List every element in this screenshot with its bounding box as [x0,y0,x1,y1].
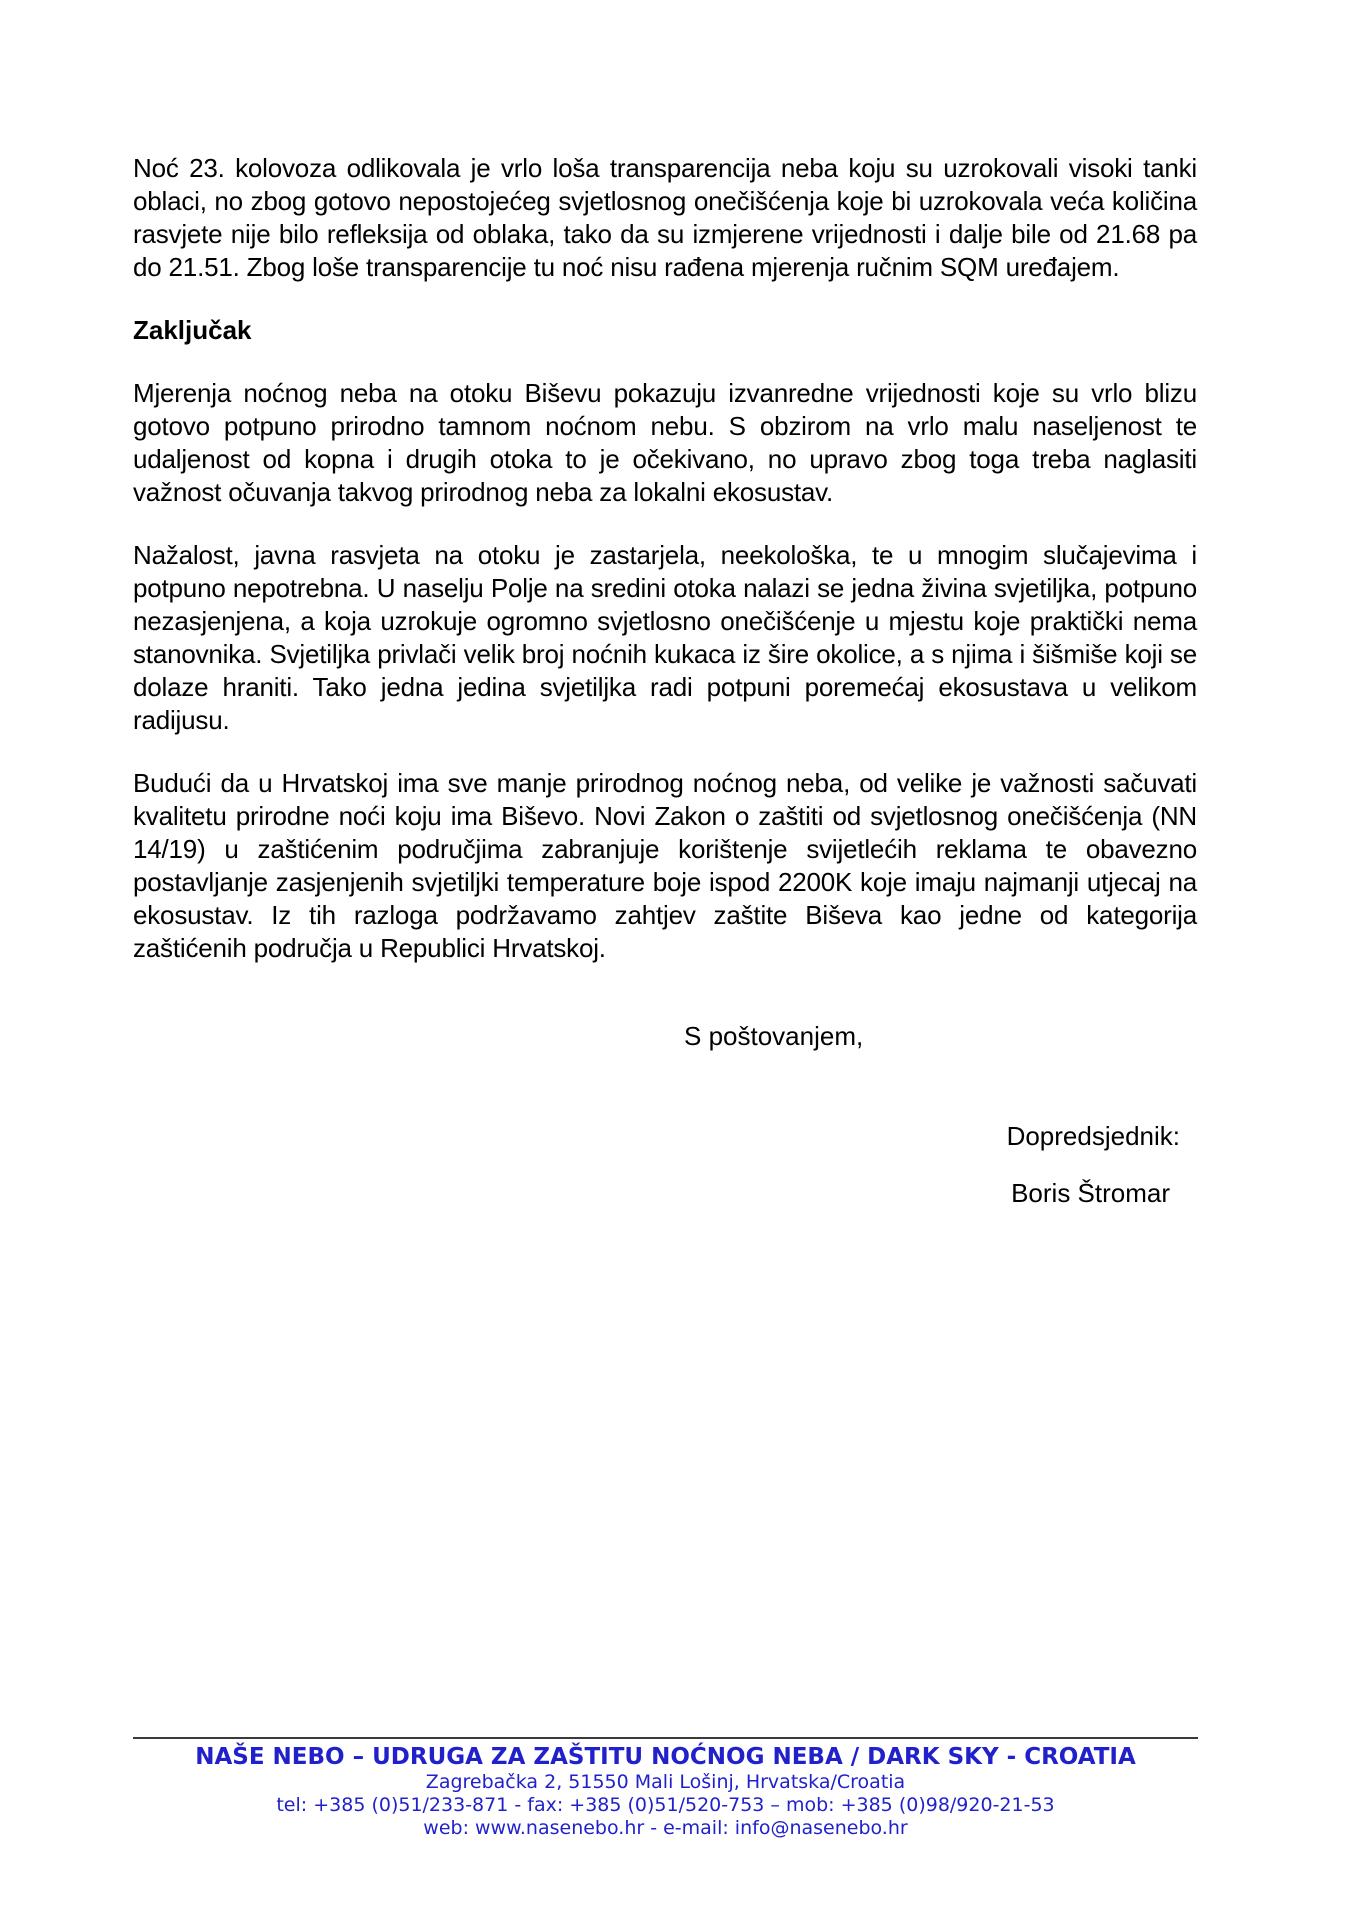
footer-contacts: tel: +385 (0)51/233-871 - fax: +385 (0)51/520-753 – mob: +385 (0)98/920-21-53 [276,1794,1055,1816]
paragraph-conclusion-1: Mjerenja noćnog neba na otoku Biševu pokazuju izvanredne vrijednosti koje su vrlo blizu gotovo potpuno prirodno tamnom noćnom nebu. S obzirom na vrlo malu naseljenost te udaljenost od kopna i drugih otoka to je očekivano, no upravo zbog toga treba naglasiti važnost očuvanja takvog prirodnog neba za lokalni ekosustav. [133,378,1197,507]
signature-name: Boris Štromar [1011,1178,1170,1208]
letter-body [133,152,1197,1210]
paragraph-measurements: Noć 23. kolovoza odlikovala je vrlo loša transparencija neba koju su uzrokovali visoki tanki oblaci, no zbog gotovo nepostojećeg svjetlosnog onečišćenja koje bi uzrokovala veća količina rasvjete nije bilo refleksija od oblaka, tako da su izmjerene vrijednosti i dalje bile od 21.68 pa do 21.51. Zbog loše transparencije tu noć nisu rađena mjerenja ručnim SQM uređajem. [133,153,1197,282]
conclusion-heading: Zaključak [133,315,252,345]
footer-org-name: NAŠE NEBO – UDRUGA ZA ZAŠTITU NOĆNOG NEBA / DARK SKY - CROATIA [195,1744,1136,1770]
salutation: S poštovanjem, [684,1021,864,1051]
footer-address: Zagrebačka 2, 51550 Mali Lošinj, Hrvatska/Croatia [425,1771,906,1793]
paragraph-conclusion-3: Budući da u Hrvatskoj ima sve manje prirodnog noćnog neba, od velike je važnosti sačuvati kvalitetu prirodne noći koju ima Biševo. Novi Zakon o zaštiti od svjetlosnog onečišćenja (NN 14/19) u zaštićenim područjima zabranjuje korištenje svijetlećih reklama te obavezno postavljanje zasjenjenih svjetiljki temperature boje ispod 2200K koje imaju najmanji utjecaj na ekosustav. Iz tih razloga podržavamo zahtjev zaštite Biševa kao jedne od kategorija zaštićenih područja u Republici Hrvatskoj. [133,768,1197,963]
footer-web-email: web: www.nasenebo.hr - e-mail: info@nasenebo.hr [423,1817,908,1839]
signature-title: Dopredsjednik: [1006,1121,1180,1151]
footer-divider [133,1737,1198,1739]
letter-footer [133,1737,1198,1840]
paragraph-conclusion-2: Nažalost, javna rasvjeta na otoku je zastarjela, neekološka, te u mnogim slučajevima i potpuno nepotrebna. U naselju Polje na sredini otoka nalazi se jedna živina svjetiljka, potpuno nezasjenjena, a koja uzrokuje ogromno svjetlosno onečišćenje u mjestu koje praktički nema stanovnika. Svjetiljka privlači velik broj noćnih kukaca iz šire okolice, a s njima i šišmiše koji se dolaze hraniti. Tako jedna jedina svjetiljka radi potpuni poremećaj ekosustava u velikom radijusu. [133,540,1197,735]
